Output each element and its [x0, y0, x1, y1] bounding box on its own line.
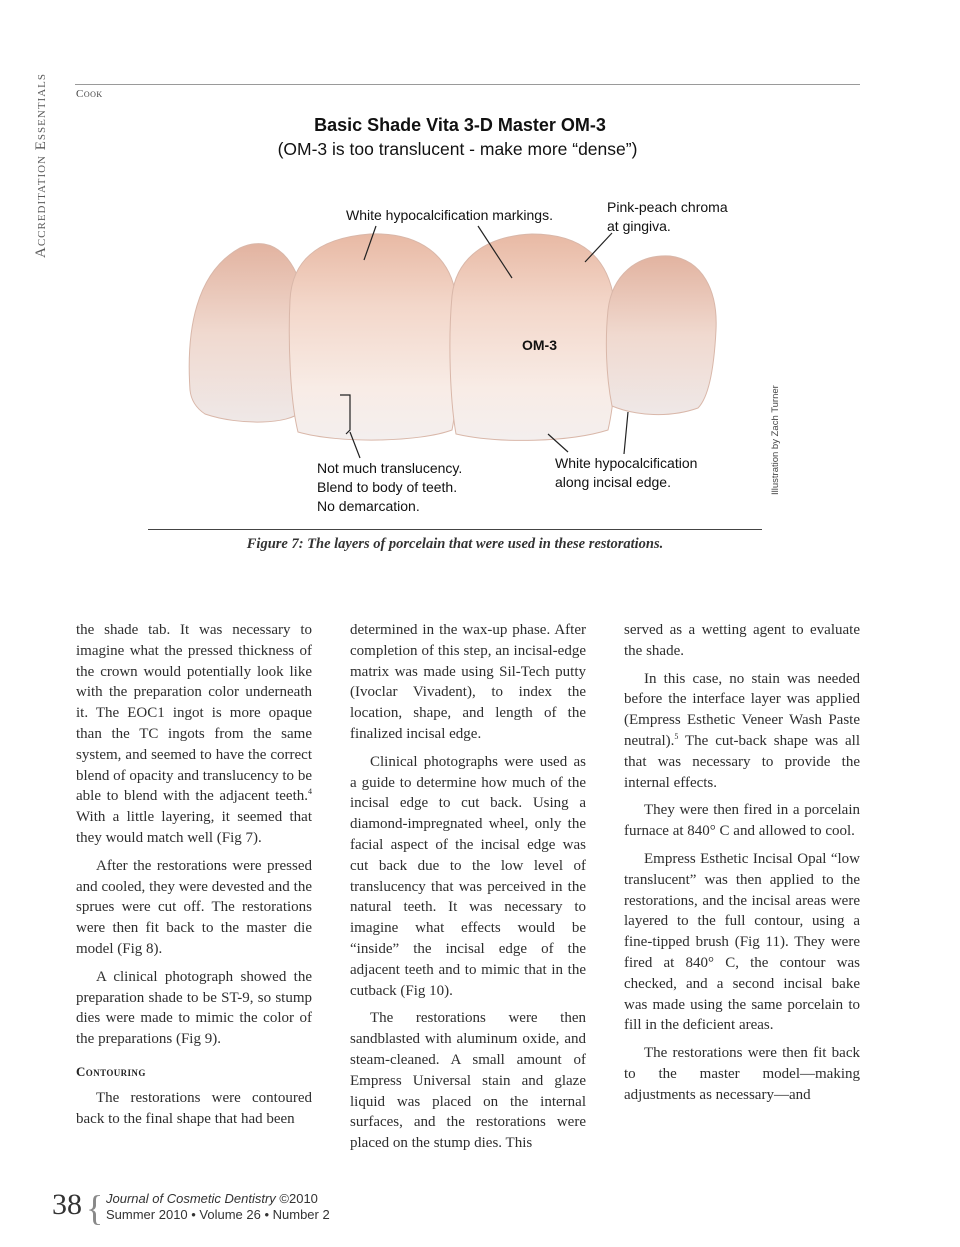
figure-rule: [148, 529, 762, 530]
tooth-right-lateral: [606, 256, 716, 415]
body-column-2: [350, 620, 586, 1161]
paragraph: In this case, no stain was needed before the interface layer was applied (Empress Esthetic Veneer Wash Paste neutral).$^5$ The cut-back shape was all that was necessary to provide the internal effects.: [624, 670, 860, 791]
footer-brace: {: [86, 1188, 104, 1228]
paragraph: They were then fired in a porcelain furnace at 840° C and allowed to cool.: [624, 802, 860, 840]
body-column-1: [76, 620, 312, 1136]
paragraph: The restorations were then sandblasted with aluminum oxide, and steam-cleaned. A small amount of Empress Universal stain and glaze liquid was placed on the internal surfaces, and the restorations were placed on the stump dies. This: [350, 1010, 586, 1152]
figure-title: Basic Shade Vita 3-D Master OM-3: [314, 115, 606, 135]
illustration-credit: Illustration by Zach Turner: [770, 385, 781, 495]
copyright: ©2010: [279, 1191, 318, 1206]
paragraph: The restorations were contoured back to the final shape that had been: [76, 1089, 312, 1127]
paragraph: served as a wetting agent to evaluate the shade.: [624, 622, 860, 659]
journal-issue: Summer 2010 • Volume 26 • Number 2: [106, 1207, 330, 1222]
paragraph: The restorations were then fit back to the master model—making adjustments as necessary—and: [624, 1045, 860, 1103]
annotation-translucency-line3: No demarcation.: [317, 498, 420, 514]
paragraph: A clinical photograph showed the preparation shade to be ST-9, so stump dies were made to mimic the color of the preparations (Fig 9).: [76, 968, 312, 1048]
paragraph: the shade tab. It was necessary to imagine what the pressed thickness of the crown would potentially look like with the preparation color underneath it. The EOC1 ingot is more opaque than the TC ingots from the same system, and seemed to have the correct blend of opacity and translucency to be able to blend with the adjacent teeth.$^4$ With a little layering, it seemed that they would match well (Fig 7).: [76, 622, 312, 846]
reference-marker: 4: [308, 787, 312, 797]
paragraph: determined in the wax-up phase. After completion of this step, an incisal-edge matrix was made using Sil-Tech putty (Ivoclar Vivadent), to index the location, shape, and length of the finalized incisal edge.: [350, 622, 586, 742]
journal-citation: [106, 1191, 318, 1206]
annotation-translucency-line2: Blend to body of teeth.: [317, 479, 458, 495]
annotation-om3-label: OM-3: [522, 337, 557, 353]
paragraph: After the restorations were pressed and cooled, they were devested and the sprues were cut off. The restorations were then fit back to the master die model (Fig 8).: [76, 857, 312, 957]
annotation-incisal-line2: along incisal edge.: [555, 474, 671, 490]
leader-incisal-right: [624, 412, 628, 454]
leader-gingiva: [585, 233, 612, 262]
tooth-left-central: [289, 234, 458, 440]
figure-subtitle: (OM-3 is too translucent - make more “dense”): [277, 139, 638, 159]
teeth-illustration: [0, 0, 960, 600]
paragraph: Empress Esthetic Incisal Opal “low translucent” was then applied to the restorations, and the incisal areas were layered to the full contour, using a fine-tipped brush (Fig 11). They were fired at 840° C, the contour was checked, and a second incisal bake was made using the same porcelain to fill in the deficient areas.: [624, 850, 860, 1034]
body-column-3: [624, 620, 860, 1113]
reference-marker: 5: [674, 731, 679, 741]
section-side-label: Accreditation Essentials: [33, 73, 49, 258]
paragraph: Clinical photographs were used as a guide to determine how much of the incisal edge to cut back. Using a diamond-impregnated wheel, only the facial aspect of the incisal edge was cut back due to the low level of translucency that was perceived in the natural teeth. It was necessary to imagine what effects would be “inside” the incisal edge of the adjacent teeth and to mimic that in the cutback (Fig 10).: [350, 753, 586, 999]
annotation-white-markings: White hypocalcification markings.: [346, 207, 553, 223]
page-number: 38: [52, 1188, 82, 1221]
annotation-incisal-line1: White hypocalcification: [555, 455, 698, 471]
running-head-author: Cook: [76, 88, 103, 100]
annotation-pink-peach-line1: Pink-peach chroma: [607, 199, 728, 215]
section-heading: Contouring: [76, 1063, 146, 1079]
annotation-translucency-line1: Not much translucency.: [317, 460, 463, 476]
annotation-pink-peach-line2: at gingiva.: [607, 218, 671, 234]
figure-caption: Figure 7: The layers of porcelain that were used in these restorations.: [246, 536, 664, 552]
journal-name: Journal of Cosmetic Dentistry: [106, 1191, 276, 1206]
